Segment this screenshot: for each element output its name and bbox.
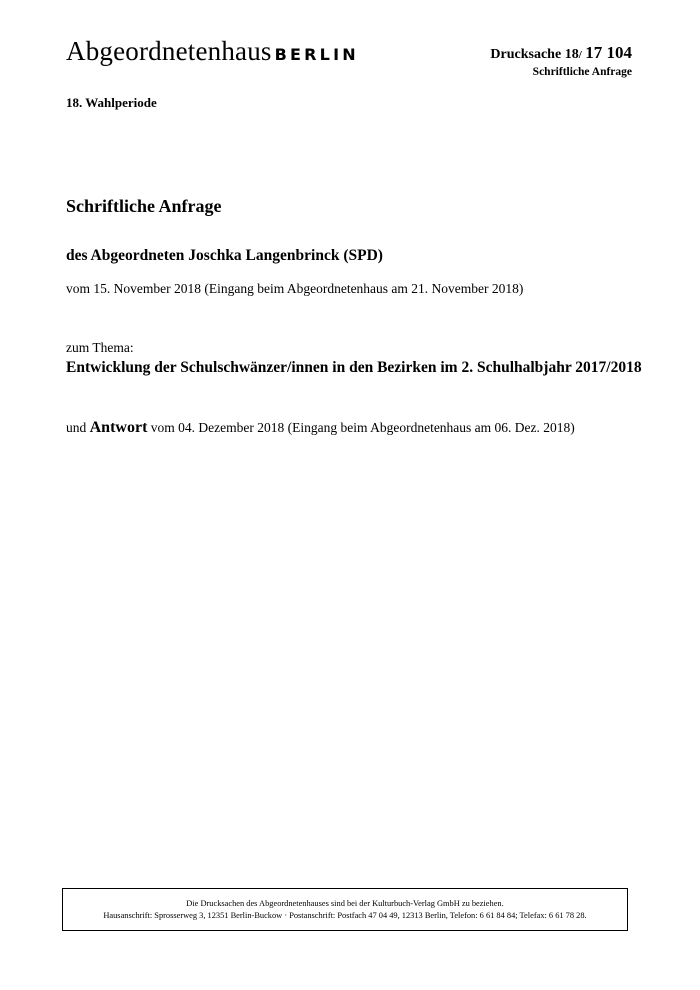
answer-prefix: und: [66, 420, 87, 435]
answer-word: Antwort: [89, 419, 148, 436]
drucksache-period: 18: [564, 47, 579, 62]
logo-name: Abgeordnetenhaus: [66, 36, 272, 66]
footer-line-1: Die Drucksachen des Abgeordnetenhauses sind bei der Kulturbuch-Verlag GmbH zu beziehen.: [186, 899, 504, 908]
author-line: des Abgeordneten Joschka Langenbrinck (SPD): [66, 247, 383, 264]
logo-city: BERLIN: [274, 45, 359, 64]
footer-line-2: Hausanschrift: Sprosserweg 3, 12351 Berlin-Buckow · Postanschrift: Postfach 47 04 49, 12313 Berlin, Telefon: 6 61 84 84; Telefax: 6 61 78 28.: [103, 911, 587, 920]
footer-box: [62, 888, 628, 931]
page-title: Schriftliche Anfrage: [66, 196, 222, 216]
drucksache-value: 17 104: [585, 43, 632, 62]
answer-date: vom 04. Dezember 2018 (Eingang beim Abgeordnetenhaus am 06. Dez. 2018): [150, 420, 575, 435]
drucksache-label: Drucksache: [490, 47, 562, 62]
answer-line: [66, 419, 575, 437]
drucksache-number: [490, 43, 632, 63]
legislative-period: 18. Wahlperiode: [66, 95, 157, 110]
topic-title: Entwicklung der Schulschwänzer/innen in den Bezirken im 2. Schulhalbjahr 2017/2018: [66, 359, 642, 376]
drucksache-slash: /: [578, 49, 582, 61]
date-line: vom 15. November 2018 (Eingang beim Abgeordnetenhaus am 21. November 2018): [66, 281, 524, 296]
document-type: Schriftliche Anfrage: [532, 66, 632, 78]
logo: [66, 36, 359, 67]
topic-label: zum Thema:: [66, 340, 134, 355]
